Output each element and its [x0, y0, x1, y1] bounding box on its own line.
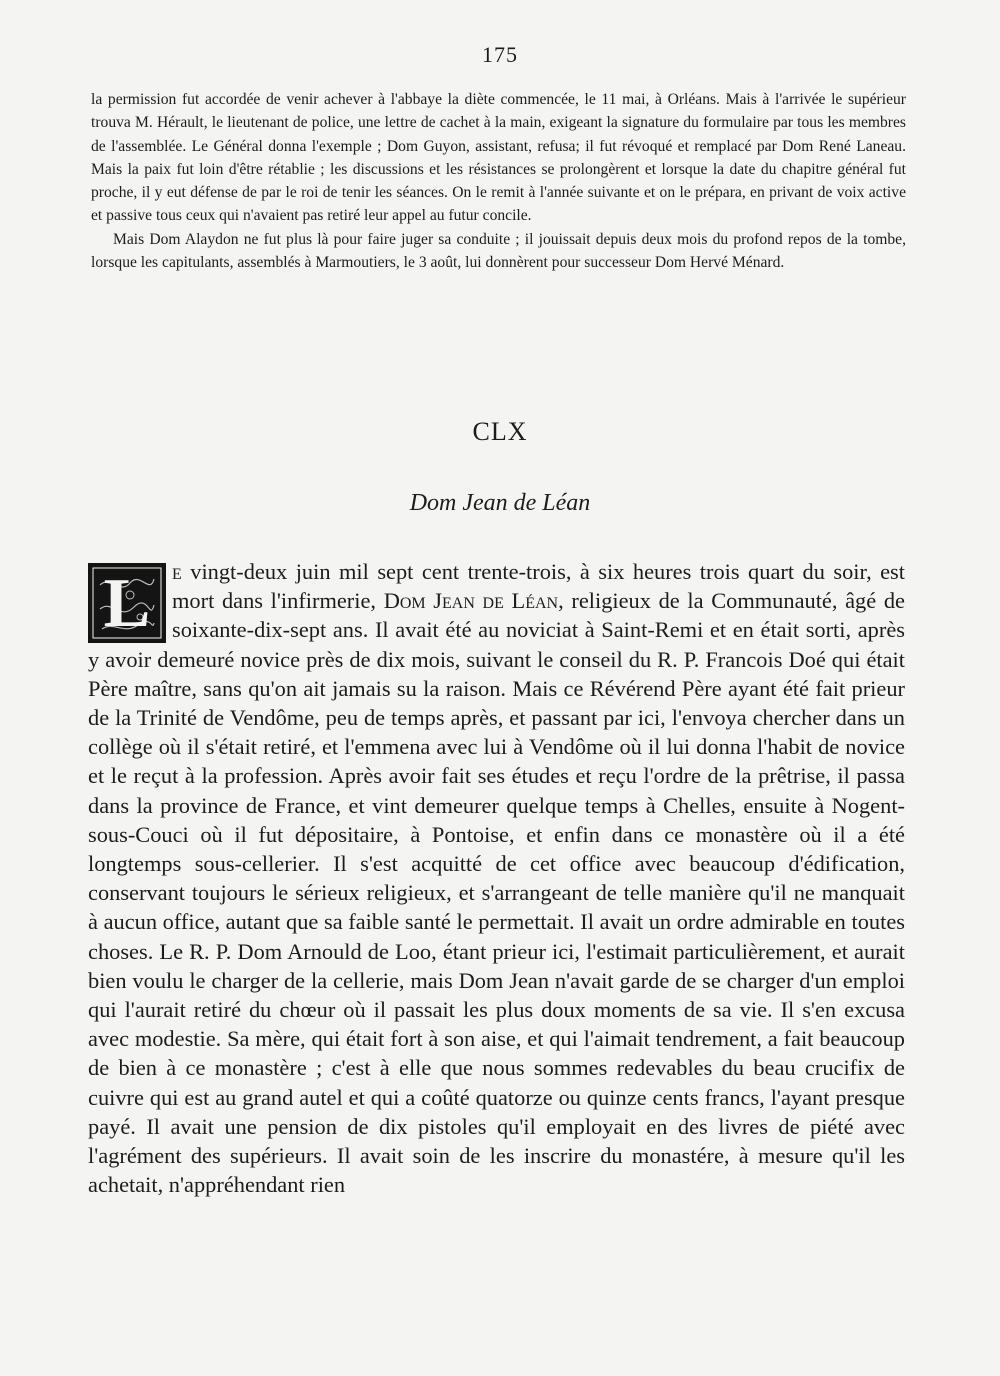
paragraph: Mais Dom Alaydon ne fut plus là pour faire juger sa conduite ; il jouissait depuis deux mois du profond repos de la tombe, lorsque les capitulants, assemblés à Marmoutiers, le 3 août, lui donnèrent pour successeur Dom Hervé Ménard. — [91, 230, 906, 272]
chapter-title: Dom Jean de Léan — [409, 490, 591, 516]
body-text-part: , religieux de la Communauté, âgé de soixante-dix-sept ans. Il avait été au noviciat à Saint-Remi et en était sorti, après y avoir demeuré novice près de dix mois, suivant le conseil du R. P. Francois Doé qui était Père maître, sans qu'on ait jamais su la raison. Mais ce Révérend Père ayant été fait prieur de la Trinité de Vendôme, peu de temps après, et passant par ici, l'envoya chercher dans un collège où il s'était retiré, et l'emmena avec lui à Vendôme où il lui donna l'habit de novice et le reçut à la profession. Après avoir fait ses études et reçu l'ordre de la prêtrise, il passa dans la province de France, et vint demeurer quelque temps à Chelles, ensuite à Nogent-sous-Couci où il fut dépositaire, à Pontoise, et enfin dans ce monastère où il a été longtemps sous-cellerier. Il s'est acquitté de cet office avec beaucoup d'édification, conservant toujours le sérieux religieux, et s'arrangeant de telle manière qu'il ne manquait à aucun office, autant que sa faible santé le permettait. Il avait un ordre admirable en toutes choses. Le R. P. Dom Arnould de Loo, étant prieur ici, l'estimait particulièrement, et aurait bien voulu le charger de la cellerie, mais Dom Jean n'avait garde de se charger d'un emploi qui l'aurait retiré du chœur où il passait les plus doux moments de sa vie. Il s'en excusa avec modestie. Sa mère, qui était fort à son aise, et qui l'aimait tendrement, a fait beaucoup de bien à ce monastère ; c'est à elle que nous sommes redevables du beau crucifix de cuivre qui est au grand autel et qui a coûté quatorze ou quinze cents francs, l'ayant presque payé. Il avait une pension de dix pistoles qu'il employait en des livres de piété avec l'agrément des supérieurs. Il avait soin de les inscrire du monastére, à mesure qu'il les achetait, n'appréhendant rien — [88, 588, 905, 1198]
subject-name: Dom Jean de Léan — [383, 588, 559, 614]
paragraph — [88, 557, 905, 1199]
paragraph: la permission fut accordée de venir achever à l'abbaye la diète commencée, le 11 mai, à Orléans. Mais à l'arrivée le supérieur trouva M. Hérault, le lieutenant de police, une lettre de cachet à la main, exigeant la signature du formulaire par tous les membres de l'assemblée. Le Général donna l'exemple ; Dom Guyon, assistant, refusa; il fut révoqué et remplacé par Dom René Laneau. Mais la paix fut loin d'être rétablie ; les discussions et les résistances se prolongèrent et lorsque la date du chapitre général fut proche, il y eut défense de par le roi de tenir les séances. On le remit à l'année suivante et on le prépara, en privant de voix active et passive tous ceux qui n'avaient pas retiré leur appel au futur concile. — [91, 91, 906, 225]
drop-cap-letter: L — [103, 565, 151, 642]
body-text-part: vingt-deux juin mil sept cent trente-trois, à six heures trois quart du soir, est mort dans l'infirmerie, — [172, 559, 905, 614]
page-number: 175 — [482, 42, 518, 67]
ornate-initial-icon — [88, 563, 166, 643]
chapter-number: CLX — [472, 417, 528, 446]
opening-smallcaps: e — [172, 559, 182, 584]
continued-text — [91, 88, 906, 274]
chapter-body — [88, 557, 905, 1199]
